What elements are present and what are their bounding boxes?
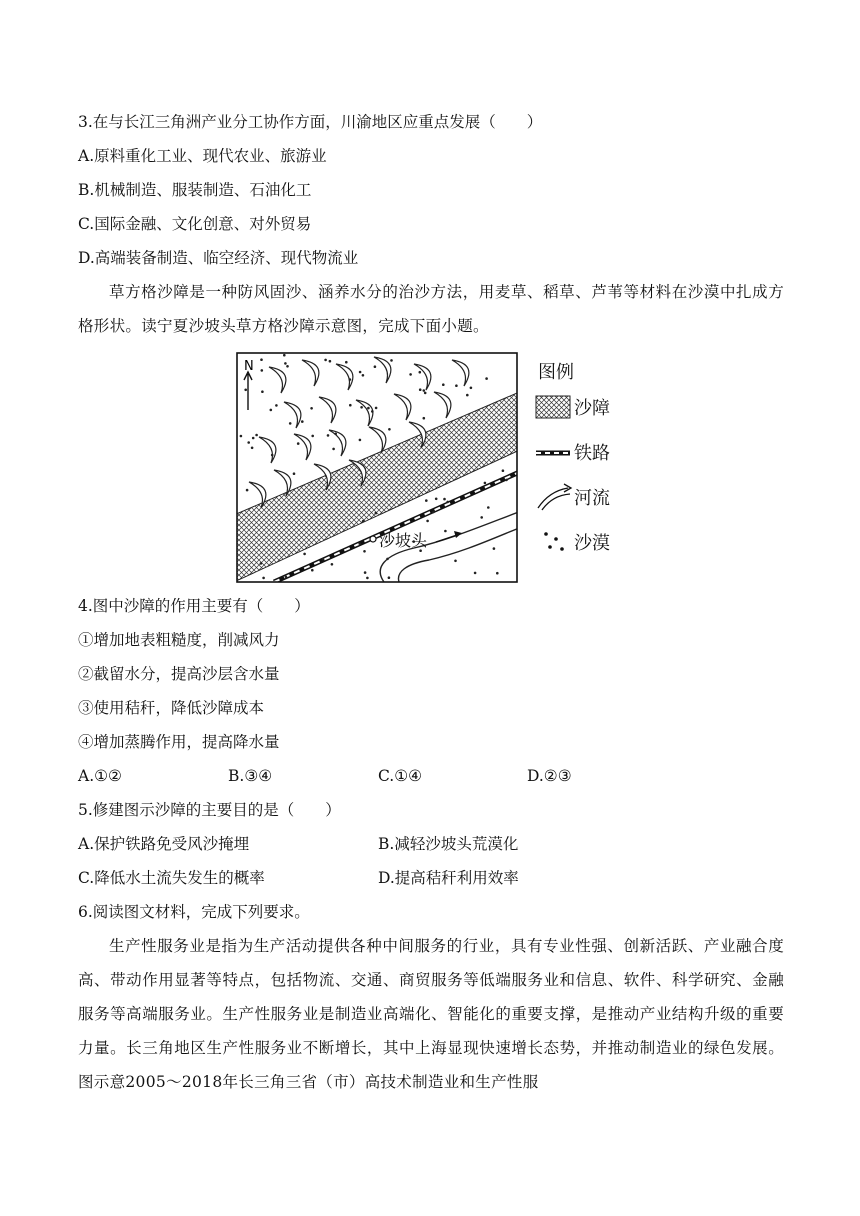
dune-icon xyxy=(414,364,431,390)
q5-stem: 5.修建图示沙障的主要目的是（ ） xyxy=(78,801,341,819)
legend-barrier-label: 沙障 xyxy=(574,398,610,419)
dune-icon xyxy=(394,394,411,420)
legend-desert-label: 沙漠 xyxy=(574,533,610,554)
dune-icon xyxy=(274,470,291,496)
dune-icon xyxy=(356,400,373,426)
q5-option-c: C.降低水土流失发生的概率 xyxy=(78,869,265,887)
dune-icon xyxy=(329,430,346,456)
dune-icon xyxy=(336,364,353,390)
legend-railway-label: 铁路 xyxy=(574,443,610,464)
q5-option-b: B.减轻沙坡头荒漠化 xyxy=(378,835,519,853)
dune-icon xyxy=(319,397,336,423)
q4-option-d: D.②③ xyxy=(527,767,572,785)
intro-paragraph: 草方格沙障是一种防风固沙、涵养水分的治沙方法，用麦草、稻草、芦苇等材料在沙漠中扎成方格形状。读宁夏沙坡头草方格沙障示意图，完成下面小题。 xyxy=(78,283,784,335)
q4-stem: 4.图中沙障的作用主要有（ ） xyxy=(78,597,310,615)
q4-item-2: ②截留水分，提高沙层含水量 xyxy=(78,665,280,683)
legend-river-icon xyxy=(538,484,571,510)
dune-icon xyxy=(302,360,319,386)
legend-title: 图例 xyxy=(538,362,574,383)
dune-icon xyxy=(369,427,386,453)
legend-desert-icon xyxy=(544,532,564,551)
dune-icon xyxy=(284,402,301,428)
q3-option-a: A.原料重化工业、现代农业、旅游业 xyxy=(78,147,327,165)
q5-option-a: A.保护铁路免受风沙掩埋 xyxy=(78,835,250,853)
dune-icon xyxy=(452,360,469,386)
q4-option-c: C.①④ xyxy=(378,767,423,785)
place-label: 沙坡头 xyxy=(379,531,428,550)
q4-item-1: ①增加地表粗糙度，削减风力 xyxy=(78,631,280,649)
q3-option-c: C.国际金融、文化创意、对外贸易 xyxy=(78,215,312,233)
place-marker-icon xyxy=(370,536,376,542)
q4-item-4: ④增加蒸腾作用，提高降水量 xyxy=(78,733,280,751)
sand-barrier-band xyxy=(234,390,524,582)
q4-option-a: A.①② xyxy=(78,767,122,785)
north-label: N xyxy=(244,359,254,374)
q6-stem: 6.阅读图文材料，完成下列要求。 xyxy=(78,903,310,921)
dune-icon xyxy=(259,437,276,463)
q3-option-d: D.高端装备制造、临空经济、现代物流业 xyxy=(78,249,359,267)
sand-barrier-figure xyxy=(234,350,624,586)
q4-item-3: ③使用秸秆，降低沙障成本 xyxy=(78,699,265,717)
dune-icon xyxy=(249,482,266,508)
q5-option-d: D.提高秸秆利用效率 xyxy=(378,869,519,887)
dune-icon xyxy=(434,392,451,418)
dune-icon xyxy=(294,434,311,460)
dune-icon xyxy=(374,357,391,383)
q3-option-b: B.机械制造、服装制造、石油化工 xyxy=(78,181,312,199)
north-arrow-icon xyxy=(244,372,252,410)
dune-icon xyxy=(269,367,286,393)
q3-stem: 3.在与长江三角洲产业分工协作方面，川渝地区应重点发展（ ） xyxy=(78,113,543,131)
legend-river-label: 河流 xyxy=(574,488,610,509)
q6-paragraph: 生产性服务业是指为生产活动提供各种中间服务的行业，具有专业性强、创新活跃、产业融合度高、带动作用显著等特点，包括物流、交通、商贸服务等低端服务业和信息、软件、科学研究、金融服务等高端服务业。生产性服务业是制造业高端化、智能化的重要支撑，是推动产业结构升级的重要力量。长三角地区生产性服务业不断增长，其中上海显现快速增长态势，并推动制造业的绿色发展。图示意2005～2018年长三角三省（市）高技术制造业和生产性服 xyxy=(78,937,784,1091)
q4-option-b: B.③④ xyxy=(228,767,273,785)
legend-barrier-icon xyxy=(536,396,570,418)
